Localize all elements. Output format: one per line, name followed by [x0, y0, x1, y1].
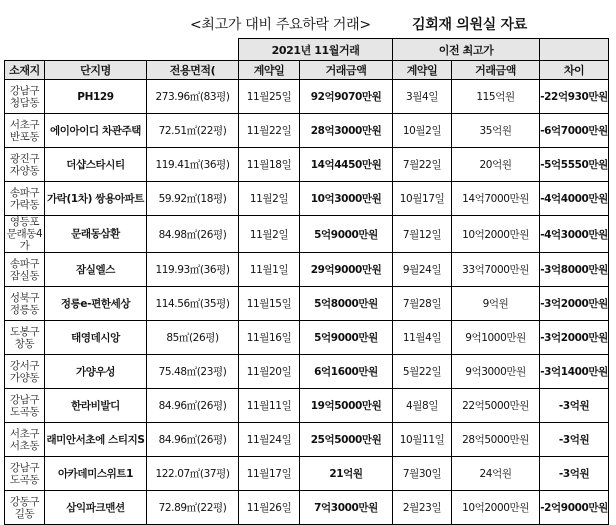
- table-row: [5, 287, 609, 321]
- table-row: [5, 457, 609, 491]
- price-drop-table: [4, 38, 609, 525]
- col-header-prev-date: 계약일: [393, 61, 452, 80]
- complex-name-cell: 가양우성: [45, 355, 147, 389]
- prev-price-cell: 10억2000만원: [452, 216, 540, 253]
- complex-name-cell: 가락(1차) 쌍용아파트: [45, 182, 147, 216]
- difference-cell: -5억5550만원: [540, 148, 609, 182]
- contract-date-cell: 11월17일: [239, 457, 300, 491]
- contract-date-cell: 11월2일: [239, 182, 300, 216]
- difference-cell: -2억9000만원: [540, 491, 609, 525]
- contract-date-cell: 11월16일: [239, 321, 300, 355]
- group-header-row: [5, 39, 609, 61]
- price-cell: 14억4450만원: [300, 148, 393, 182]
- prev-date-cell: 11월4일: [393, 321, 452, 355]
- prev-price-cell: 10억2000만원: [452, 491, 540, 525]
- prev-date-cell: 7월12일: [393, 216, 452, 253]
- difference-cell: -3억원: [540, 389, 609, 423]
- area-cell: 119.41㎡(36평): [147, 148, 239, 182]
- table-row: [5, 355, 609, 389]
- complex-name-cell: 한라비발디: [45, 389, 147, 423]
- complex-name-cell: 잠실엘스: [45, 253, 147, 287]
- difference-cell: -3억2000만원: [540, 287, 609, 321]
- area-cell: 84.96㎡(26평): [147, 423, 239, 457]
- region-cell: 송파구 가락동: [5, 182, 45, 216]
- table-row: [5, 321, 609, 355]
- prev-date-cell: 2월23일: [393, 491, 452, 525]
- difference-cell: -6억7000만원: [540, 114, 609, 148]
- price-cell: 5억8000만원: [300, 287, 393, 321]
- area-cell: 72.51㎡(22평): [147, 114, 239, 148]
- prev-price-cell: 115억원: [452, 80, 540, 114]
- col-header-date: 계약일: [239, 61, 300, 80]
- report-header: [0, 14, 616, 36]
- contract-date-cell: 11월25일: [239, 80, 300, 114]
- col-header-prev-price: 거래금액: [452, 61, 540, 80]
- prev-price-cell: 22억5000만원: [452, 389, 540, 423]
- prev-price-cell: 9억3000만원: [452, 355, 540, 389]
- price-cell: 19억5000만원: [300, 389, 393, 423]
- price-cell: 29억9000만원: [300, 253, 393, 287]
- prev-date-cell: 10월11일: [393, 423, 452, 457]
- difference-cell: -4억4000만원: [540, 182, 609, 216]
- col-header-complex: 단지명: [45, 61, 147, 80]
- complex-name-cell: 더샵스타시티: [45, 148, 147, 182]
- price-cell: 92억9070만원: [300, 80, 393, 114]
- complex-name-cell: 아카데미스위트1: [45, 457, 147, 491]
- difference-cell: -3억1400만원: [540, 355, 609, 389]
- area-cell: 84.96㎡(26평): [147, 389, 239, 423]
- region-cell: 강남구 도곡동: [5, 389, 45, 423]
- region-cell: 성북구 정릉동: [5, 287, 45, 321]
- contract-date-cell: 11월18일: [239, 148, 300, 182]
- price-cell: 28억3000만원: [300, 114, 393, 148]
- contract-date-cell: 11월26일: [239, 491, 300, 525]
- prev-date-cell: 5월22일: [393, 355, 452, 389]
- region-cell: 도봉구 창동: [5, 321, 45, 355]
- price-cell: 5억9000만원: [300, 321, 393, 355]
- prev-price-cell: 9억1000만원: [452, 321, 540, 355]
- region-cell: 서초구 서초동: [5, 423, 45, 457]
- table-body: [5, 80, 609, 525]
- contract-date-cell: 11월2일: [239, 216, 300, 253]
- area-cell: 75.48㎡(23평): [147, 355, 239, 389]
- prev-date-cell: 4월8일: [393, 389, 452, 423]
- prev-date-cell: 3월4일: [393, 80, 452, 114]
- group-header-diff-spacer: [540, 39, 609, 61]
- area-cell: 72.89㎡(22평): [147, 491, 239, 525]
- prev-date-cell: 7월28일: [393, 287, 452, 321]
- region-cell: 서초구 반포동: [5, 114, 45, 148]
- difference-cell: -3억8000만원: [540, 253, 609, 287]
- region-cell: 영등포 문래동4가: [5, 216, 45, 253]
- area-cell: 85㎡(26평): [147, 321, 239, 355]
- prev-date-cell: 10월2일: [393, 114, 452, 148]
- blank-header-cell: [5, 39, 239, 61]
- contract-date-cell: 11월15일: [239, 287, 300, 321]
- prev-date-cell: 10월17일: [393, 182, 452, 216]
- region-cell: 강남구 청담동: [5, 80, 45, 114]
- table-row: [5, 216, 609, 253]
- complex-name-cell: 에이아이디 차관주택: [45, 114, 147, 148]
- prev-date-cell: 7월22일: [393, 148, 452, 182]
- prev-price-cell: 28억5000만원: [452, 423, 540, 457]
- area-cell: 122.07㎡(37평): [147, 457, 239, 491]
- prev-date-cell: 7월30일: [393, 457, 452, 491]
- table-row: [5, 423, 609, 457]
- price-cell: 7억3000만원: [300, 491, 393, 525]
- contract-date-cell: 11월1일: [239, 253, 300, 287]
- difference-cell: -3억원: [540, 457, 609, 491]
- table-row: [5, 491, 609, 525]
- prev-date-cell: 9월24일: [393, 253, 452, 287]
- price-cell: 25억5000만원: [300, 423, 393, 457]
- price-cell: 10억3000만원: [300, 182, 393, 216]
- difference-cell: -4억3000만원: [540, 216, 609, 253]
- area-cell: 59.92㎡(18평): [147, 182, 239, 216]
- area-cell: 273.96㎡(83평): [147, 80, 239, 114]
- table-row: [5, 182, 609, 216]
- table-row: [5, 253, 609, 287]
- region-cell: 송파구 잠실동: [5, 253, 45, 287]
- price-cell: 6억1600만원: [300, 355, 393, 389]
- group-header-prev-high: 이전 최고가: [393, 39, 540, 61]
- complex-name-cell: 정릉e-편한세상: [45, 287, 147, 321]
- col-header-price: 거래금액: [300, 61, 393, 80]
- prev-price-cell: 9억원: [452, 287, 540, 321]
- complex-name-cell: PH129: [45, 80, 147, 114]
- col-header-region: 소재지: [5, 61, 45, 80]
- table-row: [5, 114, 609, 148]
- contract-date-cell: 11월20일: [239, 355, 300, 389]
- area-cell: 84.98㎡(26평): [147, 216, 239, 253]
- region-cell: 강서구 가양동: [5, 355, 45, 389]
- col-header-area: 전용면적(: [147, 61, 239, 80]
- difference-cell: -22억930만원: [540, 80, 609, 114]
- region-cell: 강동구 길동: [5, 491, 45, 525]
- complex-name-cell: 삼익파크맨션: [45, 491, 147, 525]
- source-label: 김회재 의원실 자료: [412, 17, 527, 33]
- complex-name-cell: 래미안서초에 스티지S: [45, 423, 147, 457]
- price-cell: 5억9000만원: [300, 216, 393, 253]
- region-cell: 광진구 자양동: [5, 148, 45, 182]
- complex-name-cell: 태영데시앙: [45, 321, 147, 355]
- area-cell: 119.93㎡(36평): [147, 253, 239, 287]
- contract-date-cell: 11월24일: [239, 423, 300, 457]
- table-row: [5, 389, 609, 423]
- table-title: <최고가 대비 주요하락 거래>: [190, 17, 371, 33]
- prev-price-cell: 14억7000만원: [452, 182, 540, 216]
- group-header-nov2021: 2021년 11월거래: [239, 39, 393, 61]
- table-row: [5, 148, 609, 182]
- difference-cell: -3억원: [540, 423, 609, 457]
- prev-price-cell: 33억7000만원: [452, 253, 540, 287]
- col-header-diff: 차이: [540, 61, 609, 80]
- price-cell: 21억원: [300, 457, 393, 491]
- contract-date-cell: 11월11일: [239, 389, 300, 423]
- table-row: [5, 80, 609, 114]
- difference-cell: -3억2000만원: [540, 321, 609, 355]
- column-header-row: [5, 61, 609, 80]
- contract-date-cell: 11월22일: [239, 114, 300, 148]
- prev-price-cell: 24억원: [452, 457, 540, 491]
- area-cell: 114.56㎡(35평): [147, 287, 239, 321]
- prev-price-cell: 35억원: [452, 114, 540, 148]
- complex-name-cell: 문래동삼환: [45, 216, 147, 253]
- prev-price-cell: 20억원: [452, 148, 540, 182]
- region-cell: 강남구 도곡동: [5, 457, 45, 491]
